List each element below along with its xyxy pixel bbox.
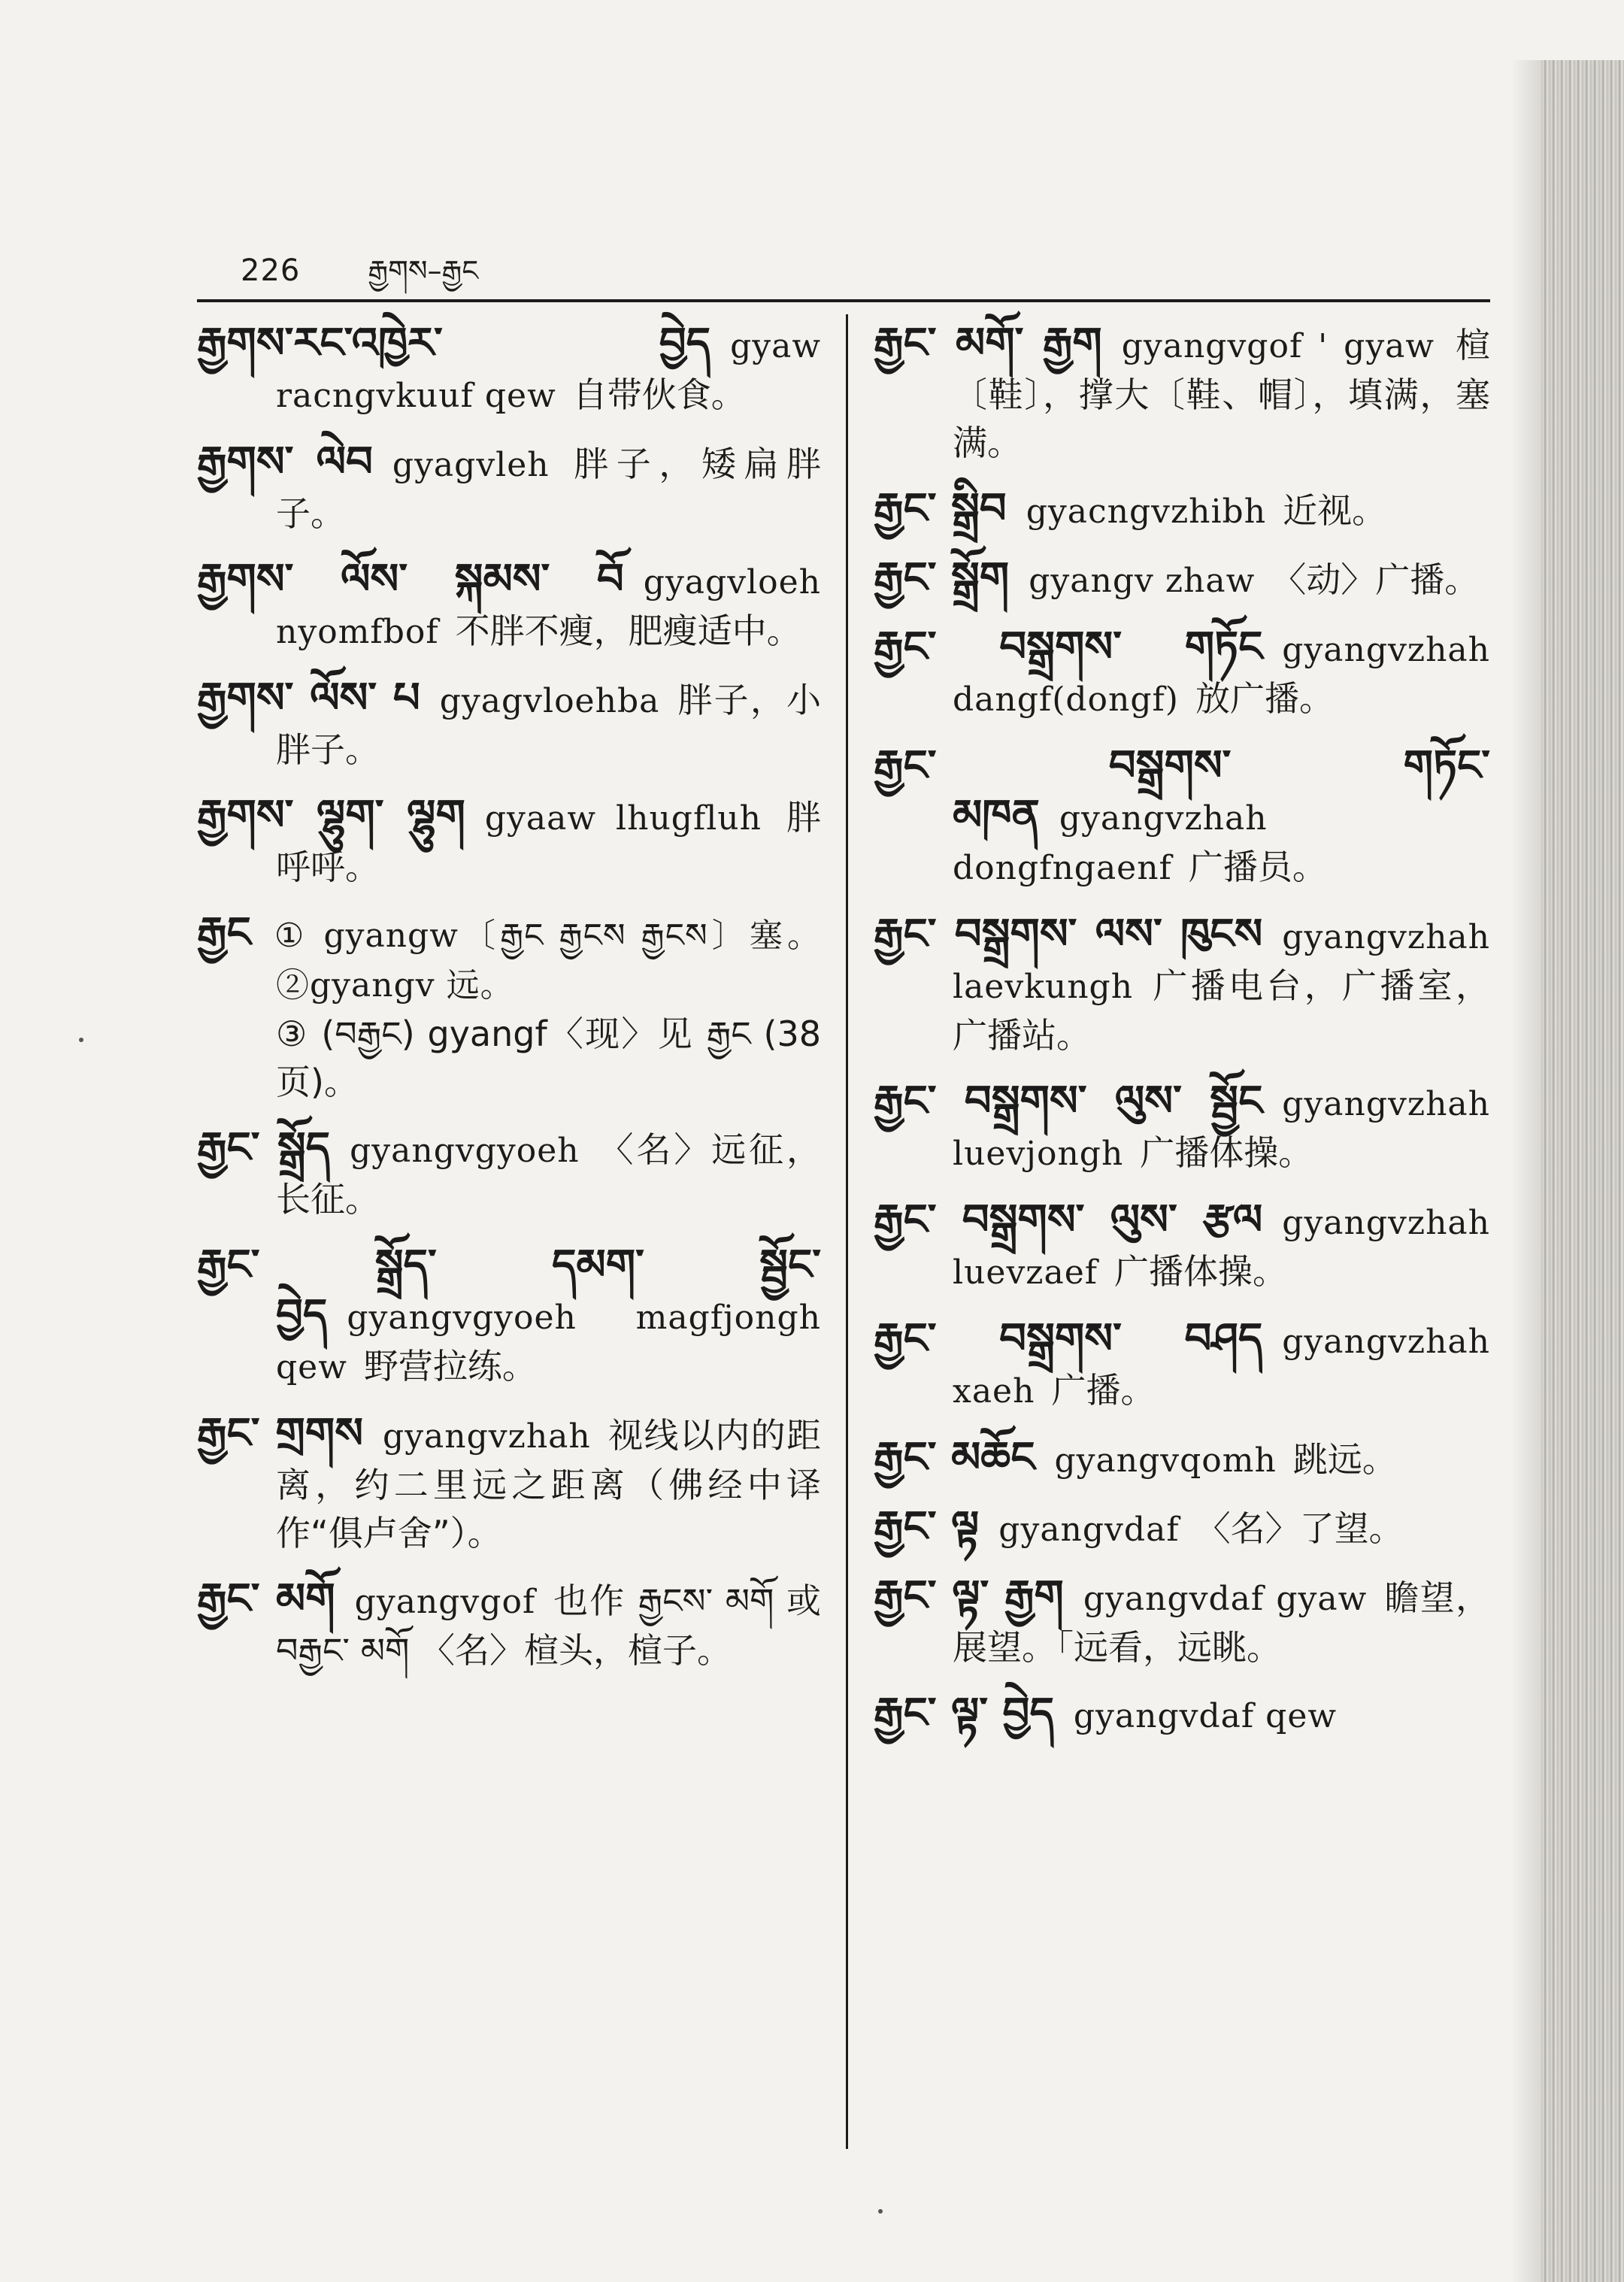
print-speck: [878, 2209, 883, 2214]
entry-romanization: gyagvleh: [392, 446, 550, 484]
book-binding-edge: [1541, 60, 1624, 2282]
dictionary-entry: [197, 792, 821, 891]
entry-romanization: gyangvzhah luevzaef: [953, 1204, 1490, 1292]
entry-gloss: 胖子，小胖子。: [276, 680, 821, 770]
entry-romanization: gyangvzhah laevkungh: [953, 918, 1490, 1006]
entry-romanization: gyangvgof: [354, 1583, 536, 1621]
dictionary-entry: [197, 674, 821, 774]
entry-romanization: gyangvgyoeh: [350, 1132, 580, 1170]
dictionary-entry: [874, 1315, 1490, 1416]
entry-gloss: 胖子，矮扁胖子。: [276, 444, 822, 534]
dictionary-entry: [874, 1196, 1490, 1297]
entry-gloss: 广播电台，广播室，广播站。: [953, 965, 1490, 1056]
dictionary-entry: [874, 911, 1490, 1059]
dictionary-entry: [874, 623, 1490, 724]
dictionary-entry: [874, 485, 1490, 536]
entry-headword: རྒྱང་ ལྟ་ བྱེད: [874, 1689, 1054, 1738]
entry-gloss: 广播。: [1051, 1370, 1156, 1411]
dictionary-entry: [197, 1575, 821, 1674]
dictionary-entry: [874, 320, 1490, 467]
entry-headword: རྒྱང་ སྒྲོད: [197, 1123, 331, 1172]
entry-gloss: 〈动〉广播。: [1271, 559, 1480, 600]
dictionary-entry: [874, 1077, 1490, 1178]
dictionary-entry: [197, 1124, 821, 1223]
entry-headword: རྒྱགས་རང་འཁྱེར་ བྱེད: [197, 319, 711, 368]
entry-headword: རྒྱང་ བསྒྲགས་ ལུས་ རྩལ: [874, 1196, 1263, 1244]
entry-gloss: 不胖不瘦，肥瘦适中。: [455, 611, 801, 651]
entry-headword: རྒྱང་ མགོ: [197, 1574, 335, 1623]
entry-romanization: gyangvgof ' gyaw: [1121, 327, 1435, 365]
entry-headword: རྒྱང་ བསྒྲགས་ ལས་ ཁུངས: [874, 910, 1263, 959]
entry-headword: རྒྱང་ སྒྲོག: [874, 553, 1010, 602]
entry-headword: རྒྱང་ སྒྲོད་ དམག་ སྦྱོང་ བྱེད: [197, 1241, 821, 1339]
entry-headword: རྒྱང་ སྒྲིབ: [874, 484, 1007, 533]
dictionary-entry: [197, 1410, 821, 1557]
entry-headword: རྒྱགས་ ལོས་ སྐམས་ བོ: [197, 555, 624, 604]
entry-headword: རྒྱང་ མགོ་ རྒྱག: [874, 319, 1102, 368]
entry-headword: རྒྱགས་ ལོས་ པ: [197, 674, 420, 723]
column-divider: [846, 314, 848, 2149]
entry-gloss: 〈名〉远征，长征。: [276, 1129, 822, 1220]
entry-headword: རྒྱང་ མཆོང: [874, 1433, 1035, 1482]
entry-romanization: ① gyangw〔རྒྱང རྒྱངས རྒྱངས〕塞。 ②gyangv 远。: [270, 917, 821, 1005]
entry-gloss: 〈名〉了望。: [1195, 1508, 1404, 1549]
entry-romanization: gyangvzhah dangf(dongf): [953, 631, 1490, 719]
dictionary-entry: [874, 1503, 1490, 1554]
entry-gloss: ③ (བརྒྱང) gyangf〈现〉见 རྒྱང (38页)。: [276, 1014, 821, 1102]
entry-gloss: 视线以内的距离，约二里远之距离（佛经中译作“俱卢舍”）。: [276, 1415, 822, 1553]
entry-headword: རྒྱང་ ལྟ: [874, 1502, 980, 1551]
dictionary-entry: [874, 1572, 1490, 1671]
entry-gloss: 近视。: [1283, 490, 1387, 531]
dictionary-entry: [197, 1241, 821, 1392]
entry-romanization: gyacngvzhibh: [1026, 492, 1267, 531]
entry-headword: རྒྱང་ བསྒྲགས་ གཏོང: [874, 623, 1263, 671]
entry-gloss: 胖呼呼。: [276, 797, 821, 887]
guide-words: རྒྱགས–རྒྱང: [368, 254, 479, 287]
dictionary-entry: [874, 1690, 1490, 1741]
entry-romanization: gyangvdaf gyaw: [1083, 1580, 1368, 1618]
print-speck: [79, 1038, 83, 1042]
right-column: [874, 320, 1490, 1759]
entry-romanization: gyangvqomh: [1054, 1441, 1277, 1480]
entry-headword: རྒྱང: [197, 908, 251, 957]
entry-romanization: gyagvloeh nyomfbof: [276, 563, 821, 651]
entry-romanization: gyagvloehba: [439, 682, 660, 720]
entry-gloss: 自带伙食。: [572, 374, 746, 415]
entry-romanization: gyangvgyoeh magfjongh qew: [276, 1299, 821, 1386]
entry-gloss: 野营拉练。: [363, 1346, 537, 1386]
entry-gloss: 放广播。: [1195, 678, 1334, 719]
entry-headword: རྒྱང་ བསྒྲགས་ བཤད: [874, 1314, 1263, 1363]
dictionary-entry: [197, 556, 821, 656]
entry-headword: རྒྱང་ བསྒྲགས་ ལུས་ སྦྱོང: [874, 1077, 1263, 1126]
entry-gloss: 跳远。: [1292, 1439, 1397, 1480]
dictionary-entry: [197, 320, 821, 420]
entry-headword: རྒྱགས་ ལེབ: [197, 438, 373, 486]
entry-romanization: gyangv zhaw: [1029, 562, 1256, 600]
page-number: 226: [241, 253, 301, 288]
entry-gloss: 瞻望，展望。「远看，远眺。: [953, 1577, 1490, 1668]
dictionary-entry: [197, 909, 821, 1106]
header-rule: [197, 299, 1490, 302]
entry-gloss: 广播体操。: [1114, 1251, 1288, 1292]
entry-gloss: 广播员。: [1188, 847, 1327, 887]
entry-headword: རྒྱང་ ལྟ་ རྒྱག: [874, 1571, 1064, 1620]
entry-romanization: gyaw racngvkuuf qew: [276, 327, 821, 415]
entry-gloss: 楦〔鞋〕，撑大〔鞋、帽〕，填满，塞满。: [953, 325, 1490, 463]
page-header: [241, 239, 479, 288]
entry-romanization: gyangvzhah luevjongh: [953, 1085, 1490, 1173]
page-edge-shadow: [1511, 60, 1541, 2282]
entry-romanization: gyangvzhah xaeh: [953, 1323, 1490, 1411]
entry-romanization: gyangvdaf: [998, 1511, 1180, 1549]
entry-romanization: gyaaw lhugfluh: [484, 799, 762, 838]
entry-gloss: 广播体操。: [1140, 1132, 1313, 1173]
dictionary-entry: [874, 1434, 1490, 1485]
entry-headword: རྒྱང་ བསྒྲགས་ གཏོང་ མཁན: [874, 741, 1490, 840]
entry-romanization: gyangvdaf qew: [1073, 1697, 1338, 1735]
entry-gloss: 也作 རྒྱངས་ མགོ 或 བརྒྱང་ མགོ 〈名〉楦头，楦子。: [276, 1580, 821, 1671]
dictionary-entry: [874, 554, 1490, 605]
entry-headword: རྒྱགས་ ལྷུག་ ལྷུག: [197, 791, 465, 840]
dictionary-entry: [197, 438, 821, 538]
dictionary-entry: [874, 742, 1490, 892]
entry-headword: རྒྱང་ གྲགས: [197, 1409, 364, 1458]
left-column: [197, 320, 821, 1693]
entry-romanization: gyangvzhah dongfngaenf: [953, 799, 1268, 887]
entry-romanization: gyangvzhah: [383, 1417, 591, 1456]
